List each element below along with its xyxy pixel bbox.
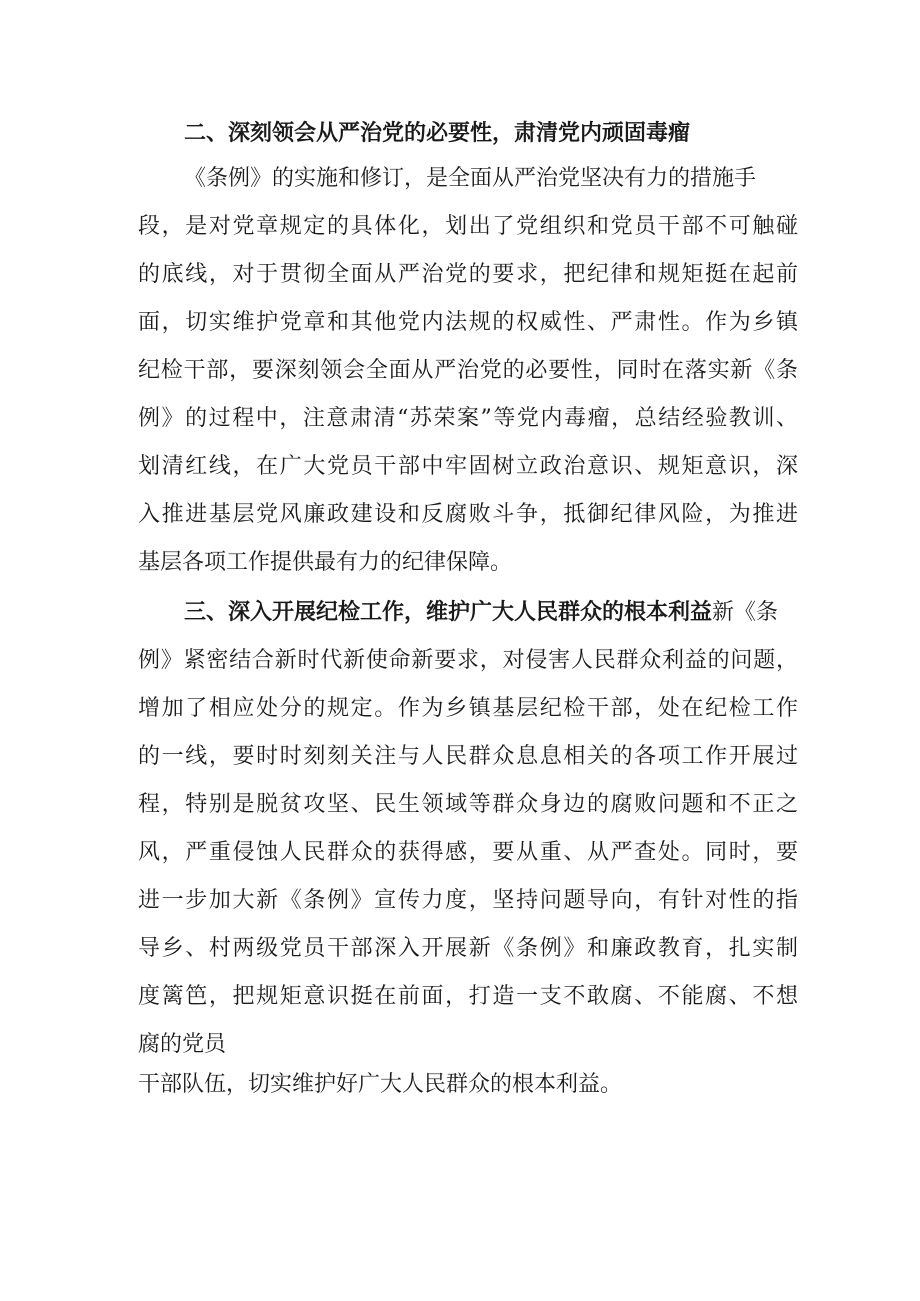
section-3-line: 风，严重侵蚀人民群众的获得感，要从重、从严查处。同时，要 bbox=[138, 840, 798, 865]
section-2-line: 面，切实维护党章和其他党内法规的权威性、严肃性。作为乡镇 bbox=[138, 310, 798, 335]
section-3-heading-tail: 新《条 bbox=[712, 600, 779, 625]
section-3-line: 导乡、村两级党员干部深入开展新《条例》和廉政教育，扎实制 bbox=[138, 936, 798, 961]
section-2-line: 段，是对党章规定的具体化，划出了党组织和党员干部不可触碰 bbox=[138, 214, 798, 239]
section-3-line: 干部队伍，切实维护好广大人民群众的根本利益。 bbox=[138, 1072, 623, 1097]
section-2-line: 入推进基层党风廉政建设和反腐败斗争，抵御纪律风险，为推进 bbox=[138, 502, 798, 527]
section-2-line: 基层各项工作提供最有力的纪律保障。 bbox=[138, 550, 513, 575]
section-3-line: 程，特别是脱贫攻坚、民生领域等群众身边的腐败问题和不正之 bbox=[138, 792, 798, 817]
section-3-line: 腐的党员 bbox=[138, 1032, 227, 1057]
section-2-line: 纪检干部，要深刻领会全面从严治党的必要性，同时在落实新《条 bbox=[138, 358, 798, 383]
section-3-line: 例》紧密结合新时代新使命新要求，对侵害人民群众利益的问题， bbox=[138, 648, 798, 673]
section-3-line: 进一步加大新《条例》宣传力度，坚持问题导向，有针对性的指 bbox=[138, 888, 798, 913]
section-3-line: 的一线，要时时刻刻关注与人民群众息息相关的各项工作开展过 bbox=[138, 744, 798, 769]
section-3-line: 度篱笆，把规矩意识挺在前面，打造一支不敢腐、不能腐、不想 bbox=[138, 984, 798, 1009]
section-2-heading: 二、深刻领会从严治党的必要性，肃清党内顽固毒瘤 bbox=[184, 121, 691, 146]
section-3-heading-line bbox=[184, 596, 798, 630]
section-2-line: 《条例》的实施和修订，是全面从严治党坚决有力的措施手 bbox=[184, 166, 757, 191]
section-3-heading: 三、深入开展纪检工作，维护广大人民群众的根本利益 bbox=[184, 600, 713, 625]
section-2-line: 划清红线，在广大党员干部中牢固树立政治意识、规矩意识，深 bbox=[138, 454, 798, 479]
section-3-line: 增加了相应处分的规定。作为乡镇基层纪检干部，处在纪检工作 bbox=[138, 696, 798, 721]
section-2-line: 例》的过程中，注意肃清“苏荣案”等党内毒瘤，总结经验教训、 bbox=[138, 406, 798, 431]
section-2-line: 的底线，对于贯彻全面从严治党的要求，把纪律和规矩挺在起前 bbox=[138, 262, 798, 287]
